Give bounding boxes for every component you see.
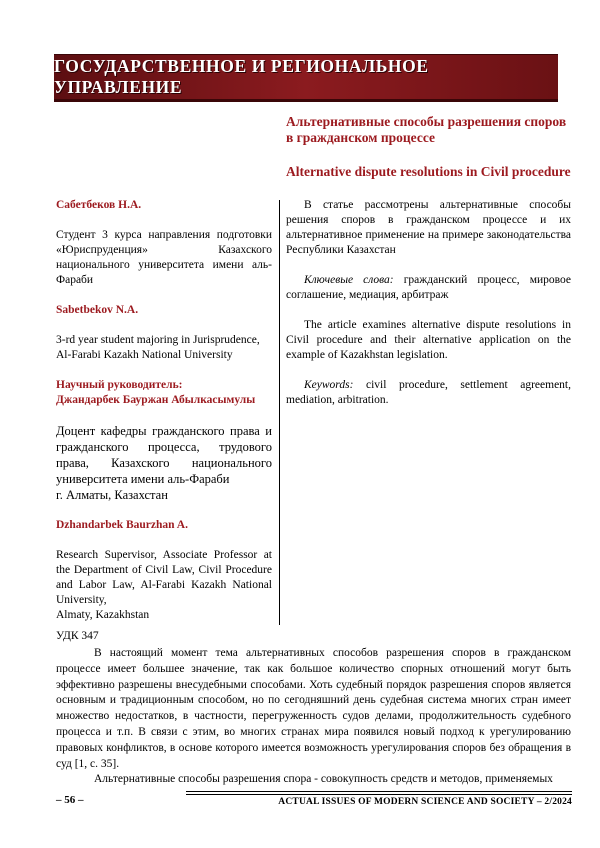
- supervisor-affiliation-ru: Доцент кафедры гражданского права и гражданского процесса, трудового права, Казахского национального университета имени аль-Фараби: [56, 424, 272, 486]
- footer-rule-secondary: [186, 794, 572, 795]
- body-text: [56, 646, 571, 788]
- abstract-en: The article examines alternative dispute resolutions in Civil procedure and their alternative application on the example of Kazakhstan legislation.: [286, 319, 571, 361]
- udc-code: УДК 347: [56, 630, 99, 642]
- keywords-ru-label: Ключевые слова:: [304, 274, 394, 286]
- supervisor-affiliation-en: Research Supervisor, Associate Professor at the Department of Civil Law, Civil Procedure and Labor Law, Al-Farabi Kazakh National University,: [56, 549, 272, 606]
- keywords-en-text: civil procedure, settlement agreement, mediation, arbitration.: [286, 379, 571, 406]
- footer-rule: [186, 791, 572, 792]
- article-title-ru: Альтернативные способы разрешения споров в гражданском процессе: [286, 114, 567, 145]
- column-divider: [279, 200, 280, 625]
- abstract-column: [286, 198, 571, 423]
- section-banner: [54, 54, 558, 102]
- supervisor-label: Научный руководитель:: [56, 379, 183, 391]
- section-title: ГОСУДАРСТВЕННОЕ И РЕГИОНАЛЬНОЕ УПРАВЛЕНИЕ: [54, 56, 429, 97]
- article-title-en: Alternative dispute resolutions in Civil procedure: [286, 164, 571, 179]
- supervisor-name-en: Dzhandarbek Baurzhan A.: [56, 519, 188, 531]
- author-affiliation-en: 3-rd year student majoring in Jurisprudence, Al-Farabi Kazakh National University: [56, 334, 260, 361]
- supervisor-name-ru: Джандарбек Бауржан Абылкасымулы: [56, 394, 256, 406]
- keywords-ru-text: гражданский процесс, мировое соглашение, медиация, арбитраж: [286, 274, 571, 301]
- abstract-ru: В статье рассмотрены альтернативные способы решения споров в гражданском процессе и их альтернативное применение на примере законодательства Республики Казахстан: [286, 199, 571, 256]
- body-paragraph-2: Альтернативные способы разрешения спора - совокупность средств и методов, применяемых: [94, 773, 553, 786]
- supervisor-city-ru: г. Алматы, Казахстан: [56, 488, 168, 502]
- supervisor-city-en: Almaty, Kazakhstan: [56, 609, 150, 621]
- author-name-ru: Сабетбеков Н.А.: [56, 199, 142, 211]
- journal-name: ACTUAL ISSUES OF MODERN SCIENCE AND SOCIETY – 2/2024: [278, 797, 572, 807]
- body-paragraph-1: В настоящий момент тема альтернативных способов разрешения споров в гражданском процессе имеет большее значение, так как большое количество спорных отношений могут быть эффективно разрешены внесудебными способами. Хоть судебный порядок разрешения споров является основным и традиционным способом, но по сегодняшний день судебная система многих стран имеет множество недостатков, в частности, перегруженность судов делами, продолжительность судебного процесса и т.п. В связи с этим, во многих странах мира появился новый подход к урегулированию правовых конфликтов, в основе которого имеется возможность урегулирования споров без обращения в суд [1, с. 35].: [56, 647, 571, 770]
- author-affiliation-ru: Студент 3 курса направления подготовки «Юриспруденция» Казахского национального университета имени аль-Фараби: [56, 229, 272, 286]
- keywords-en-label: Keywords:: [304, 379, 354, 391]
- keywords-ru: [286, 273, 571, 303]
- page-number: – 56 –: [56, 794, 84, 806]
- keywords-en: [286, 378, 571, 408]
- author-name-en: Sabetbekov N.A.: [56, 304, 139, 316]
- authors-column: [56, 198, 272, 638]
